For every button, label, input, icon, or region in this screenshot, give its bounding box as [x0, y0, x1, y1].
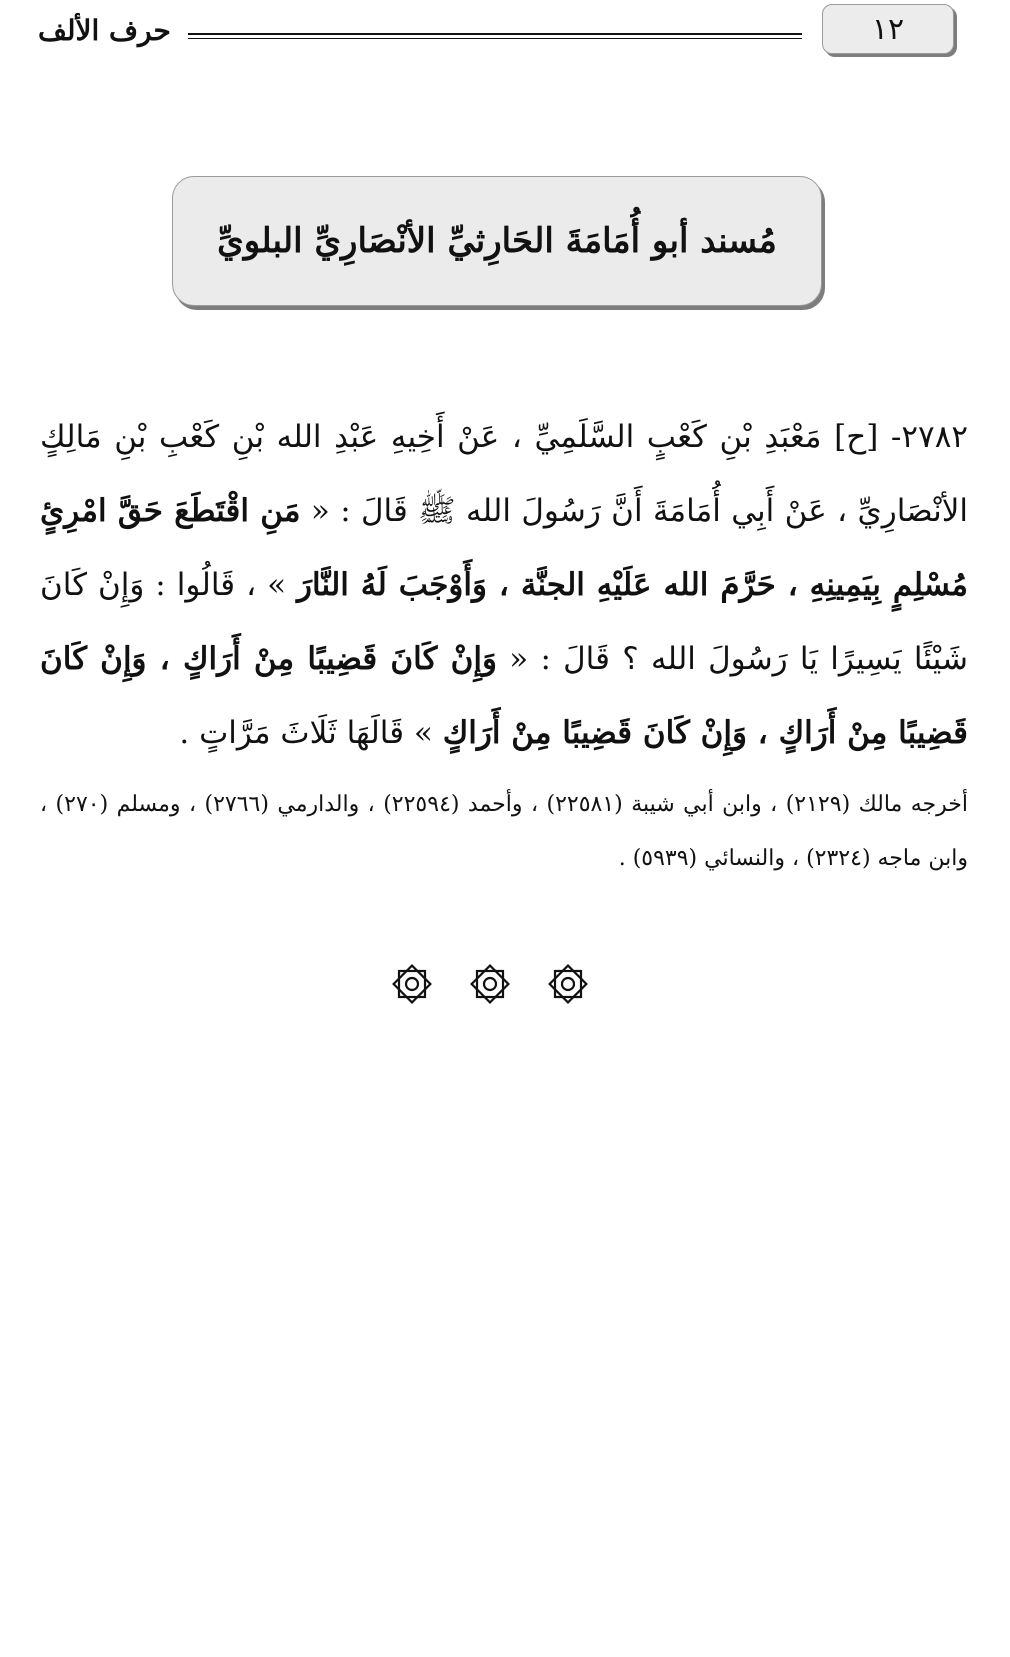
hadith-ending: » قَالَهَا ثَلَاثَ مَرَّاتٍ .	[179, 715, 433, 751]
page-number	[822, 4, 954, 54]
eight-point-star-icon	[546, 962, 590, 1006]
page-number-text: ١٢	[871, 11, 905, 47]
hadith-isnad: ٢٧٨٢- [ح] مَعْبَدِ بْنِ كَعْبٍ السَّلَمِيِّ ، عَنْ أَخِيهِ عَبْدِ الله بْنِ كَعْبِ بْنِ مَالِكٍ الأنْصَارِيِّ ، عَنْ أَبِي أُمَامَةَ أَنَّ رَسُولَ الله ﷺ قَالَ : «	[40, 419, 968, 529]
page-title: مُسند أبو أُمَامَةَ الحَارِثيِّ الأنْصَارِيِّ البلويِّ	[217, 221, 777, 261]
eight-point-star-icon	[390, 962, 434, 1006]
hadith-matn-1: مَنِ اقْتَطَعَ حَقَّ امْرِئٍ مُسْلِمٍ بِيَمِينِهِ ، حَرَّمَ الله عَلَيْهِ الجنَّة ، وَأَوْجَبَ لَهُ النَّارَ	[40, 493, 968, 603]
title-box	[172, 176, 822, 306]
hadith-narration: » ، قَالُوا : وَإِنْ كَانَ شَيْئًا يَسِيرًا يَا رَسُولَ الله ؟ قَالَ : «	[40, 567, 969, 677]
header-rule	[188, 33, 802, 39]
ornament-divider	[390, 962, 590, 1006]
hadith-matn-2: وَإِنْ كَانَ قَضِيبًا مِنْ أَرَاكٍ ، وَإِنْ كَانَ قَضِيبًا مِنْ أَرَاكٍ ، وَإِنْ كَانَ قَضِيبًا مِنْ أَرَاكٍ	[40, 641, 968, 751]
takhrij-note: أخرجه مالك (٢١٢٩) ، وابن أبي شيبة (٢٢٥٨١) ، وأحمد (٢٢٥٩٤) ، والدارمي (٢٧٦٦) ، ومسلم (٢٧٠) ، وابن ماجه (٢٣٢٤) ، والنسائي (٥٩٣٩) .	[40, 792, 968, 871]
eight-point-star-icon	[468, 962, 512, 1006]
hadith-text	[40, 400, 968, 770]
section-title: حرف الألف	[38, 14, 171, 47]
